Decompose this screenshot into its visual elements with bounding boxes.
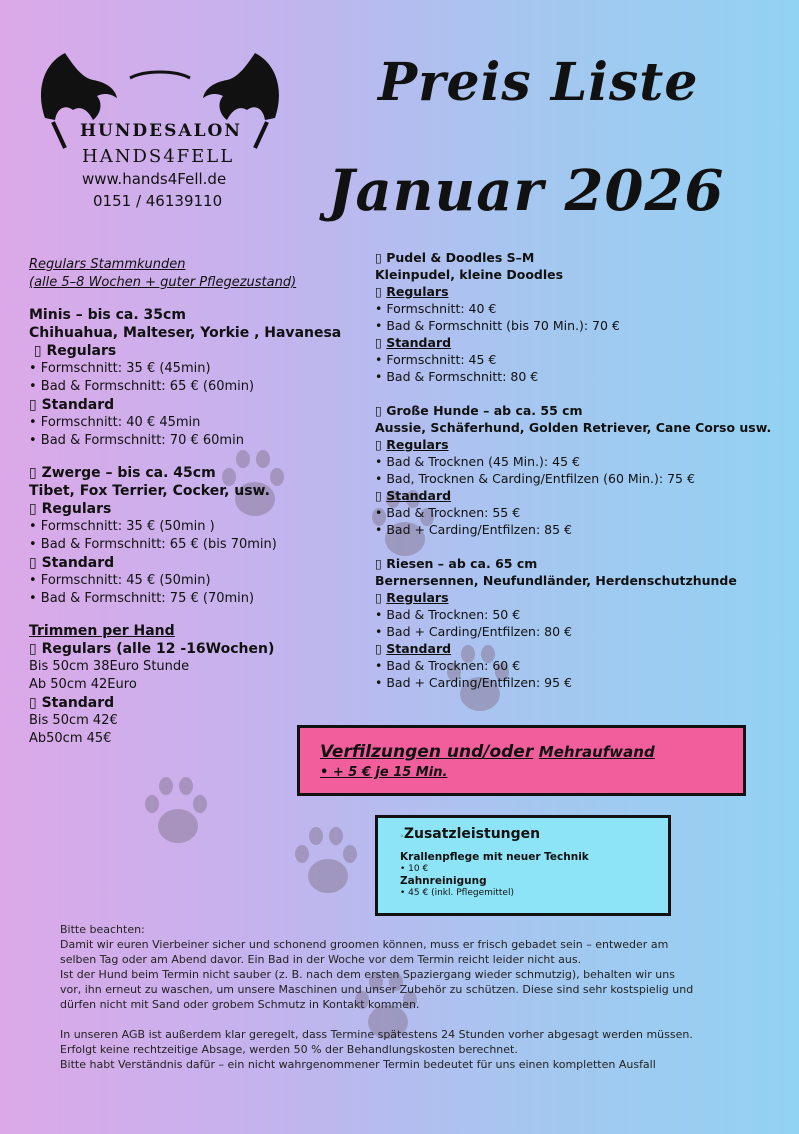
section-title-grosse-hunde: ▯ Große Hunde – ab ca. 55 cm bbox=[375, 403, 583, 418]
price-item: • Bad & Formschnitt: 65 € (60min) bbox=[29, 379, 255, 394]
label-standard: ▯ Standard bbox=[375, 335, 452, 350]
notice-line: Erfolgt keine rechtzeitige Absage, werden 50 % der Behandlungskosten berechnet. bbox=[60, 1043, 518, 1056]
missing-glyph-icon: ▯ bbox=[375, 556, 382, 571]
label-regulars: ▯ Regulars bbox=[375, 590, 449, 605]
price-item: • Formschnitt: 40 € 45min bbox=[29, 415, 201, 430]
label-regulars: ▯ Regulars bbox=[29, 501, 112, 517]
notice-line: selben Tag oder am Abend davor. Ein Bad in der Woche vor dem Termin reicht leider nicht aus. bbox=[60, 953, 582, 966]
price-item: • Bad & Trocknen: 50 € bbox=[375, 607, 521, 622]
intro-regulars: Regulars Stammkunden bbox=[29, 257, 186, 272]
price-item: • Bad & Formschnitt (bis 70 Min.): 70 € bbox=[375, 318, 620, 333]
mehraufwand-price: • + 5 € je 15 Min. bbox=[320, 765, 448, 780]
price-item: • Formschnitt: 35 € (50min ) bbox=[29, 519, 215, 534]
section-title-zwerge: ▯ Zwerge – bis ca. 45cm bbox=[29, 465, 216, 481]
dog-ears-logo-icon bbox=[35, 48, 285, 158]
price-item: • Bad & Trocknen: 60 € bbox=[375, 658, 521, 673]
notice-line: dürfen nicht mit Sand oder grobem Schmutz in Kontakt kommen. bbox=[60, 998, 420, 1011]
missing-glyph-icon: ▯ bbox=[29, 465, 37, 481]
logo-line-hundesalon: HUNDESALON bbox=[80, 121, 242, 141]
intro-regulars-note: (alle 5–8 Wochen + guter Pflegezustand) bbox=[29, 275, 297, 290]
section-breeds-minis: Chihuahua, Malteser, Yorkie , Havanesa bbox=[29, 325, 342, 341]
zusatzleistungen-box bbox=[375, 815, 671, 916]
notice-text bbox=[60, 922, 760, 1072]
price-item: • Bad & Formschnitt: 70 € 60min bbox=[29, 433, 244, 448]
page-title: Preis Liste bbox=[378, 52, 699, 113]
logo-line-hands4fell: HANDS4FELL bbox=[82, 146, 235, 167]
section-title-trimmen: Trimmen per Hand bbox=[29, 623, 175, 639]
price-item: • Bad & Trocknen (45 Min.): 45 € bbox=[375, 454, 580, 469]
missing-glyph-icon: ▯ bbox=[29, 641, 37, 657]
price-item: • Formschnitt: 40 € bbox=[375, 301, 497, 316]
notice-line: Damit wir euren Vierbeiner sicher und schonend groomen können, muss er frisch gebadet sein – entweder am bbox=[60, 938, 669, 951]
price-item: • Bad & Formschnitt: 80 € bbox=[375, 369, 539, 384]
label-standard: ▯ Standard bbox=[375, 641, 452, 656]
price-item: • Bad & Formschnitt: 75 € (70min) bbox=[29, 591, 255, 606]
missing-glyph-icon: ▯ bbox=[29, 695, 37, 711]
price-item: Bis 50cm 42€ bbox=[29, 713, 118, 728]
price-item: • Formschnitt: 35 € (45min) bbox=[29, 361, 211, 376]
section-breeds-zwerge: Tibet, Fox Terrier, Cocker, usw. bbox=[29, 483, 270, 499]
missing-glyph-icon: ▯ bbox=[375, 250, 382, 265]
logo-website: www.hands4Fell.de bbox=[82, 170, 227, 188]
section-breeds-riesen: Bernersennen, Neufundländer, Herdenschutzhunde bbox=[375, 573, 737, 588]
extra-item-zahnreinigung: Zahnreinigung bbox=[400, 875, 487, 887]
section-title-minis: Minis – bis ca. 35cm bbox=[29, 307, 186, 323]
label-regulars: ▯ Regulars (alle 12 -16Wochen) bbox=[29, 641, 275, 657]
right-price-column bbox=[375, 249, 771, 691]
notice-line: Bitte beachten: bbox=[60, 923, 145, 936]
label-regulars: ▯ Regulars bbox=[33, 343, 117, 359]
paw-print-icon bbox=[138, 772, 218, 852]
missing-glyph-icon: ▯ bbox=[375, 590, 382, 605]
mehraufwand-box bbox=[297, 725, 746, 796]
missing-glyph-icon: ▯ bbox=[375, 284, 382, 299]
small-bullet-icon: ◦ bbox=[400, 833, 404, 840]
missing-glyph-icon: ▯ bbox=[375, 437, 382, 452]
extra-price-krallenpflege: • 10 € bbox=[400, 864, 429, 874]
missing-glyph-icon: ▯ bbox=[375, 335, 382, 350]
label-standard: ▯ Standard bbox=[29, 555, 115, 571]
missing-glyph-icon: ▯ bbox=[29, 501, 37, 517]
notice-line: Bitte habt Verständnis dafür – ein nicht wahrgenommener Termin bedeutet für uns einen kompletten Ausfall bbox=[60, 1058, 656, 1071]
label-standard: ▯ Standard bbox=[29, 397, 115, 413]
extra-price-zahnreinigung: • 45 € (inkl. Pflegemittel) bbox=[400, 888, 514, 898]
missing-glyph-icon: ▯ bbox=[29, 397, 37, 413]
paw-print-icon bbox=[288, 822, 368, 902]
label-regulars: ▯ Regulars bbox=[375, 284, 449, 299]
missing-glyph-icon: ▯ bbox=[29, 555, 37, 571]
mehraufwand-title-suffix: Mehraufwand bbox=[538, 743, 655, 761]
section-breeds-pudel: Kleinpudel, kleine Doodles bbox=[375, 267, 564, 282]
price-item: • Bad & Formschnitt: 65 € (bis 70min) bbox=[29, 537, 277, 552]
section-title-pudel: ▯ Pudel & Doodles S–M bbox=[375, 250, 535, 265]
missing-glyph-icon: ▯ bbox=[375, 488, 382, 503]
price-item: • Bad + Carding/Entfilzen: 95 € bbox=[375, 675, 572, 690]
price-item: • Bad + Carding/Entfilzen: 85 € bbox=[375, 522, 572, 537]
price-item: • Bad + Carding/Entfilzen: 80 € bbox=[375, 624, 572, 639]
left-price-column bbox=[29, 256, 341, 748]
missing-glyph-icon: ▯ bbox=[375, 403, 382, 418]
missing-glyph-icon: ▯ bbox=[33, 343, 42, 359]
price-item: Bis 50cm 38Euro Stunde bbox=[29, 659, 190, 674]
price-item: • Bad, Trocknen & Carding/Entfilzen (60 Min.): 75 € bbox=[375, 471, 695, 486]
price-item: • Bad & Trocknen: 55 € bbox=[375, 505, 521, 520]
label-regulars: ▯ Regulars bbox=[375, 437, 449, 452]
page-subtitle-date: Januar 2026 bbox=[328, 158, 725, 224]
logo-phone: 0151 / 46139110 bbox=[93, 192, 223, 210]
price-item: • Formschnitt: 45 € bbox=[375, 352, 497, 367]
mehraufwand-title: Verfilzungen und/oder bbox=[320, 742, 534, 762]
section-title-riesen: ▯ Riesen – ab ca. 65 cm bbox=[375, 556, 538, 571]
notice-line: Ist der Hund beim Termin nicht sauber (z. B. nach dem ersten Spaziergang wieder schmutzig), behalten wir uns bbox=[60, 968, 675, 981]
price-item: Ab 50cm 42Euro bbox=[29, 677, 137, 692]
label-standard: ▯ Standard bbox=[375, 488, 452, 503]
notice-line: In unseren AGB ist außerdem klar geregelt, dass Termine spätestens 24 Stunden vorher abgesagt werden müssen. bbox=[60, 1028, 693, 1041]
zusatzleistungen-title: ◦Zusatzleistungen bbox=[400, 826, 541, 842]
extra-item-krallenpflege: Krallenpflege mit neuer Technik bbox=[400, 851, 589, 863]
notice-line: vor, ihn erneut zu waschen, um unsere Maschinen und unser Zubehör zu schützen. Diese sind sehr kostspielig und bbox=[60, 983, 694, 996]
label-standard: ▯ Standard bbox=[29, 695, 115, 711]
section-breeds-grosse-hunde: Aussie, Schäferhund, Golden Retriever, Cane Corso usw. bbox=[375, 420, 772, 435]
price-item: Ab50cm 45€ bbox=[29, 731, 112, 746]
missing-glyph-icon: ▯ bbox=[375, 641, 382, 656]
price-item: • Formschnitt: 45 € (50min) bbox=[29, 573, 211, 588]
